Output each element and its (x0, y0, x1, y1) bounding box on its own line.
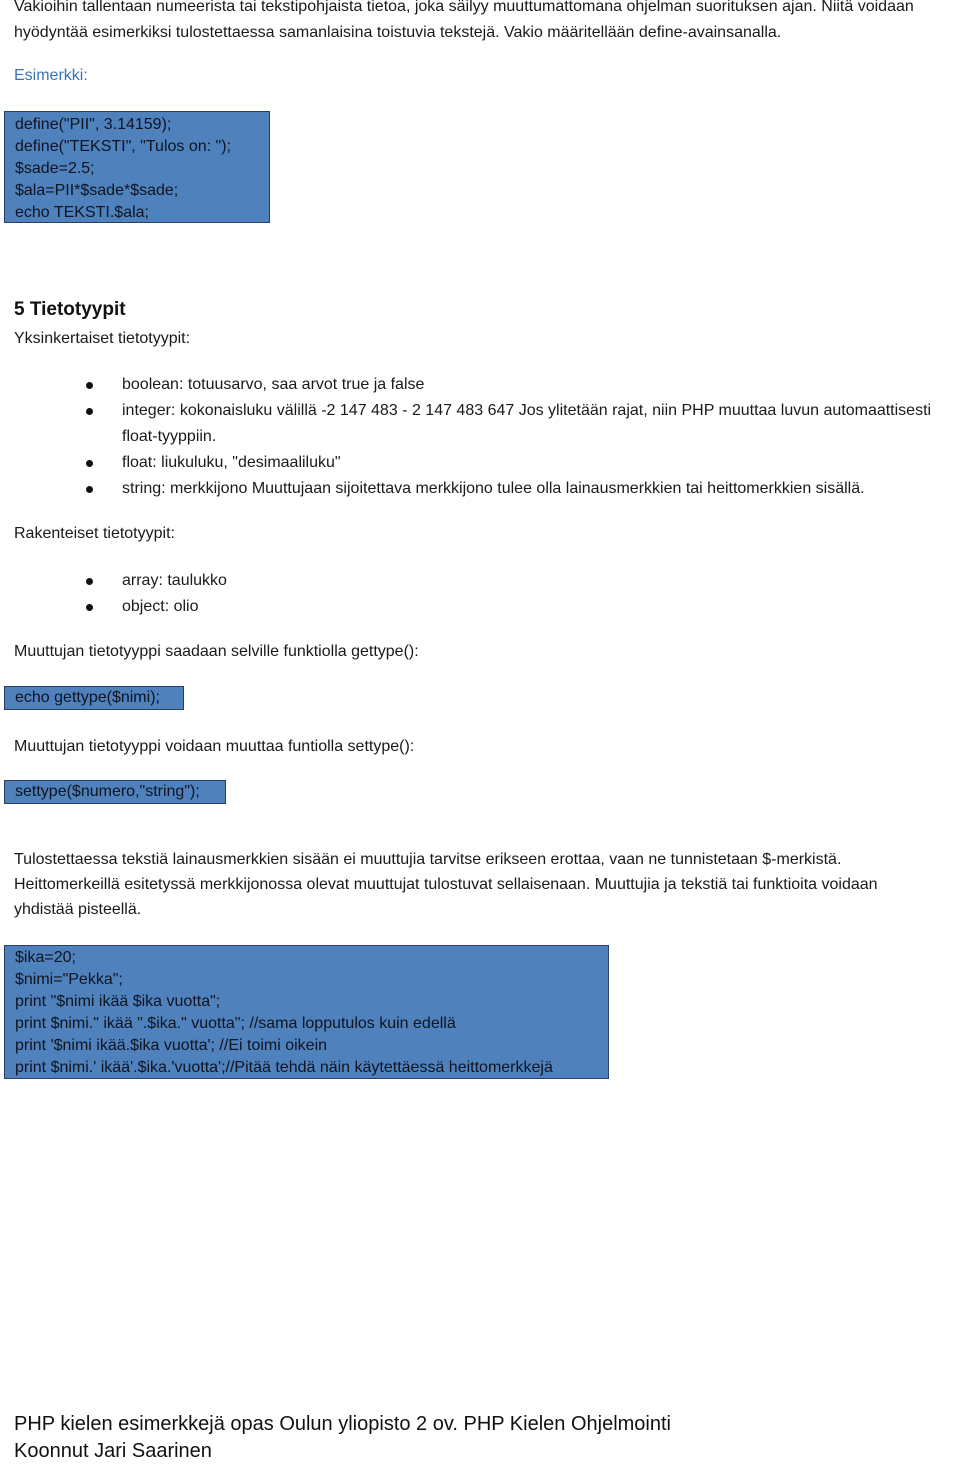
simple-types-label: Yksinkertaiset tietotyypit: (14, 330, 191, 347)
example-label: Esimerkki: (14, 67, 88, 84)
code-line: $ika=20; (15, 949, 76, 966)
intro-line-2: hyödyntää esimerkiksi tulostettaessa samanlaisina toistuvia tekstejä. Vakio määritellään define-avainsanalla. (14, 24, 782, 41)
strings-paragraph (14, 847, 960, 922)
bullet-icon (86, 578, 93, 585)
code-block-print (4, 945, 609, 1079)
section-title: 5 Tietotyypit (14, 299, 126, 320)
code-line: settype($numero,"string"); (15, 783, 200, 800)
list-item-continuation: float-tyyppiin. (122, 428, 217, 445)
gettype-text: Muuttujan tietotyyppi saadaan selville funktiolla gettype(): (14, 643, 419, 660)
code-line: echo TEKSTI.$ala; (15, 204, 149, 221)
code-line: print $nimi.' ikää'.$ika.'vuotta';//Pitää tehdä näin käytettäessä heittomerkkejä (15, 1059, 553, 1076)
bullet-icon (86, 382, 93, 389)
paragraph-line: Heittomerkeillä esitetyssä merkkijonossa olevat muuttujat tulostuvat sellaisenaan. Muuttujia ja tekstiä tai funktioita voidaan (14, 876, 878, 893)
structured-types-list (14, 568, 614, 620)
page-footer (14, 1411, 671, 1465)
bullet-icon (86, 408, 93, 415)
simple-types-list (14, 372, 960, 502)
list-item: boolean: totuusarvo, saa arvot true ja false (14, 372, 960, 398)
intro-line-1: Vakioihin tallentaan numeerista tai tekstipohjaista tietoa, joka säilyy muuttumattomana ohjelman suorituksen ajan. Niitä voidaan (14, 0, 914, 15)
list-item: integer: kokonaisluku välillä -2 147 483 - 2 147 483 647 Jos ylitetään rajat, niin PHP muuttaa luvun automaattisesti (14, 398, 960, 424)
bullet-icon (86, 460, 93, 467)
code-line: $nimi="Pekka"; (15, 971, 123, 988)
code-line: print '$nimi ikää.$ika vuotta'; //Ei toimi oikein (15, 1037, 328, 1054)
structured-types-label: Rakenteiset tietotyypit: (14, 525, 175, 542)
code-line: $ala=PII*$sade*$sade; (15, 182, 179, 199)
list-item: string: merkkijono Muuttujaan sijoitettava merkkijono tulee olla lainausmerkkien tai heittomerkkien sisällä. (14, 476, 960, 502)
list-item: array: taulukko (14, 568, 614, 594)
settype-text: Muuttujan tietotyyppi voidaan muuttaa funtiolla settype(): (14, 738, 415, 755)
code-line: print "$nimi ikää $ika vuotta"; (15, 993, 221, 1010)
code-block-settype (4, 780, 226, 804)
code-line: print $nimi." ikää ".$ika." vuotta"; //sama lopputulos kuin edellä (15, 1015, 456, 1032)
code-block-define (4, 111, 270, 223)
intro-paragraph (14, 0, 960, 46)
bullet-icon (86, 604, 93, 611)
code-line: $sade=2.5; (15, 160, 95, 177)
code-line: define("PII", 3.14159); (15, 116, 172, 133)
paragraph-line: Tulostettaessa tekstiä lainausmerkkien sisään ei muuttujia tarvitse erikseen erottaa, vaan ne tunnistetaan $-merkistä. (14, 851, 842, 868)
list-item: float: liukuluku, "desimaaliluku" (14, 450, 960, 476)
code-line: define("TEKSTI", "Tulos on: "); (15, 138, 231, 155)
code-block-gettype (4, 686, 184, 710)
code-line: echo gettype($nimi); (15, 689, 160, 706)
paragraph-line: yhdistää pisteellä. (14, 901, 142, 918)
footer-line-2: Koonnut Jari Saarinen (14, 1440, 212, 1462)
footer-line-1: PHP kielen esimerkkejä opas Oulun yliopisto 2 ov. PHP Kielen Ohjelmointi (14, 1413, 671, 1435)
list-item: object: olio (14, 594, 614, 620)
bullet-icon (86, 486, 93, 493)
